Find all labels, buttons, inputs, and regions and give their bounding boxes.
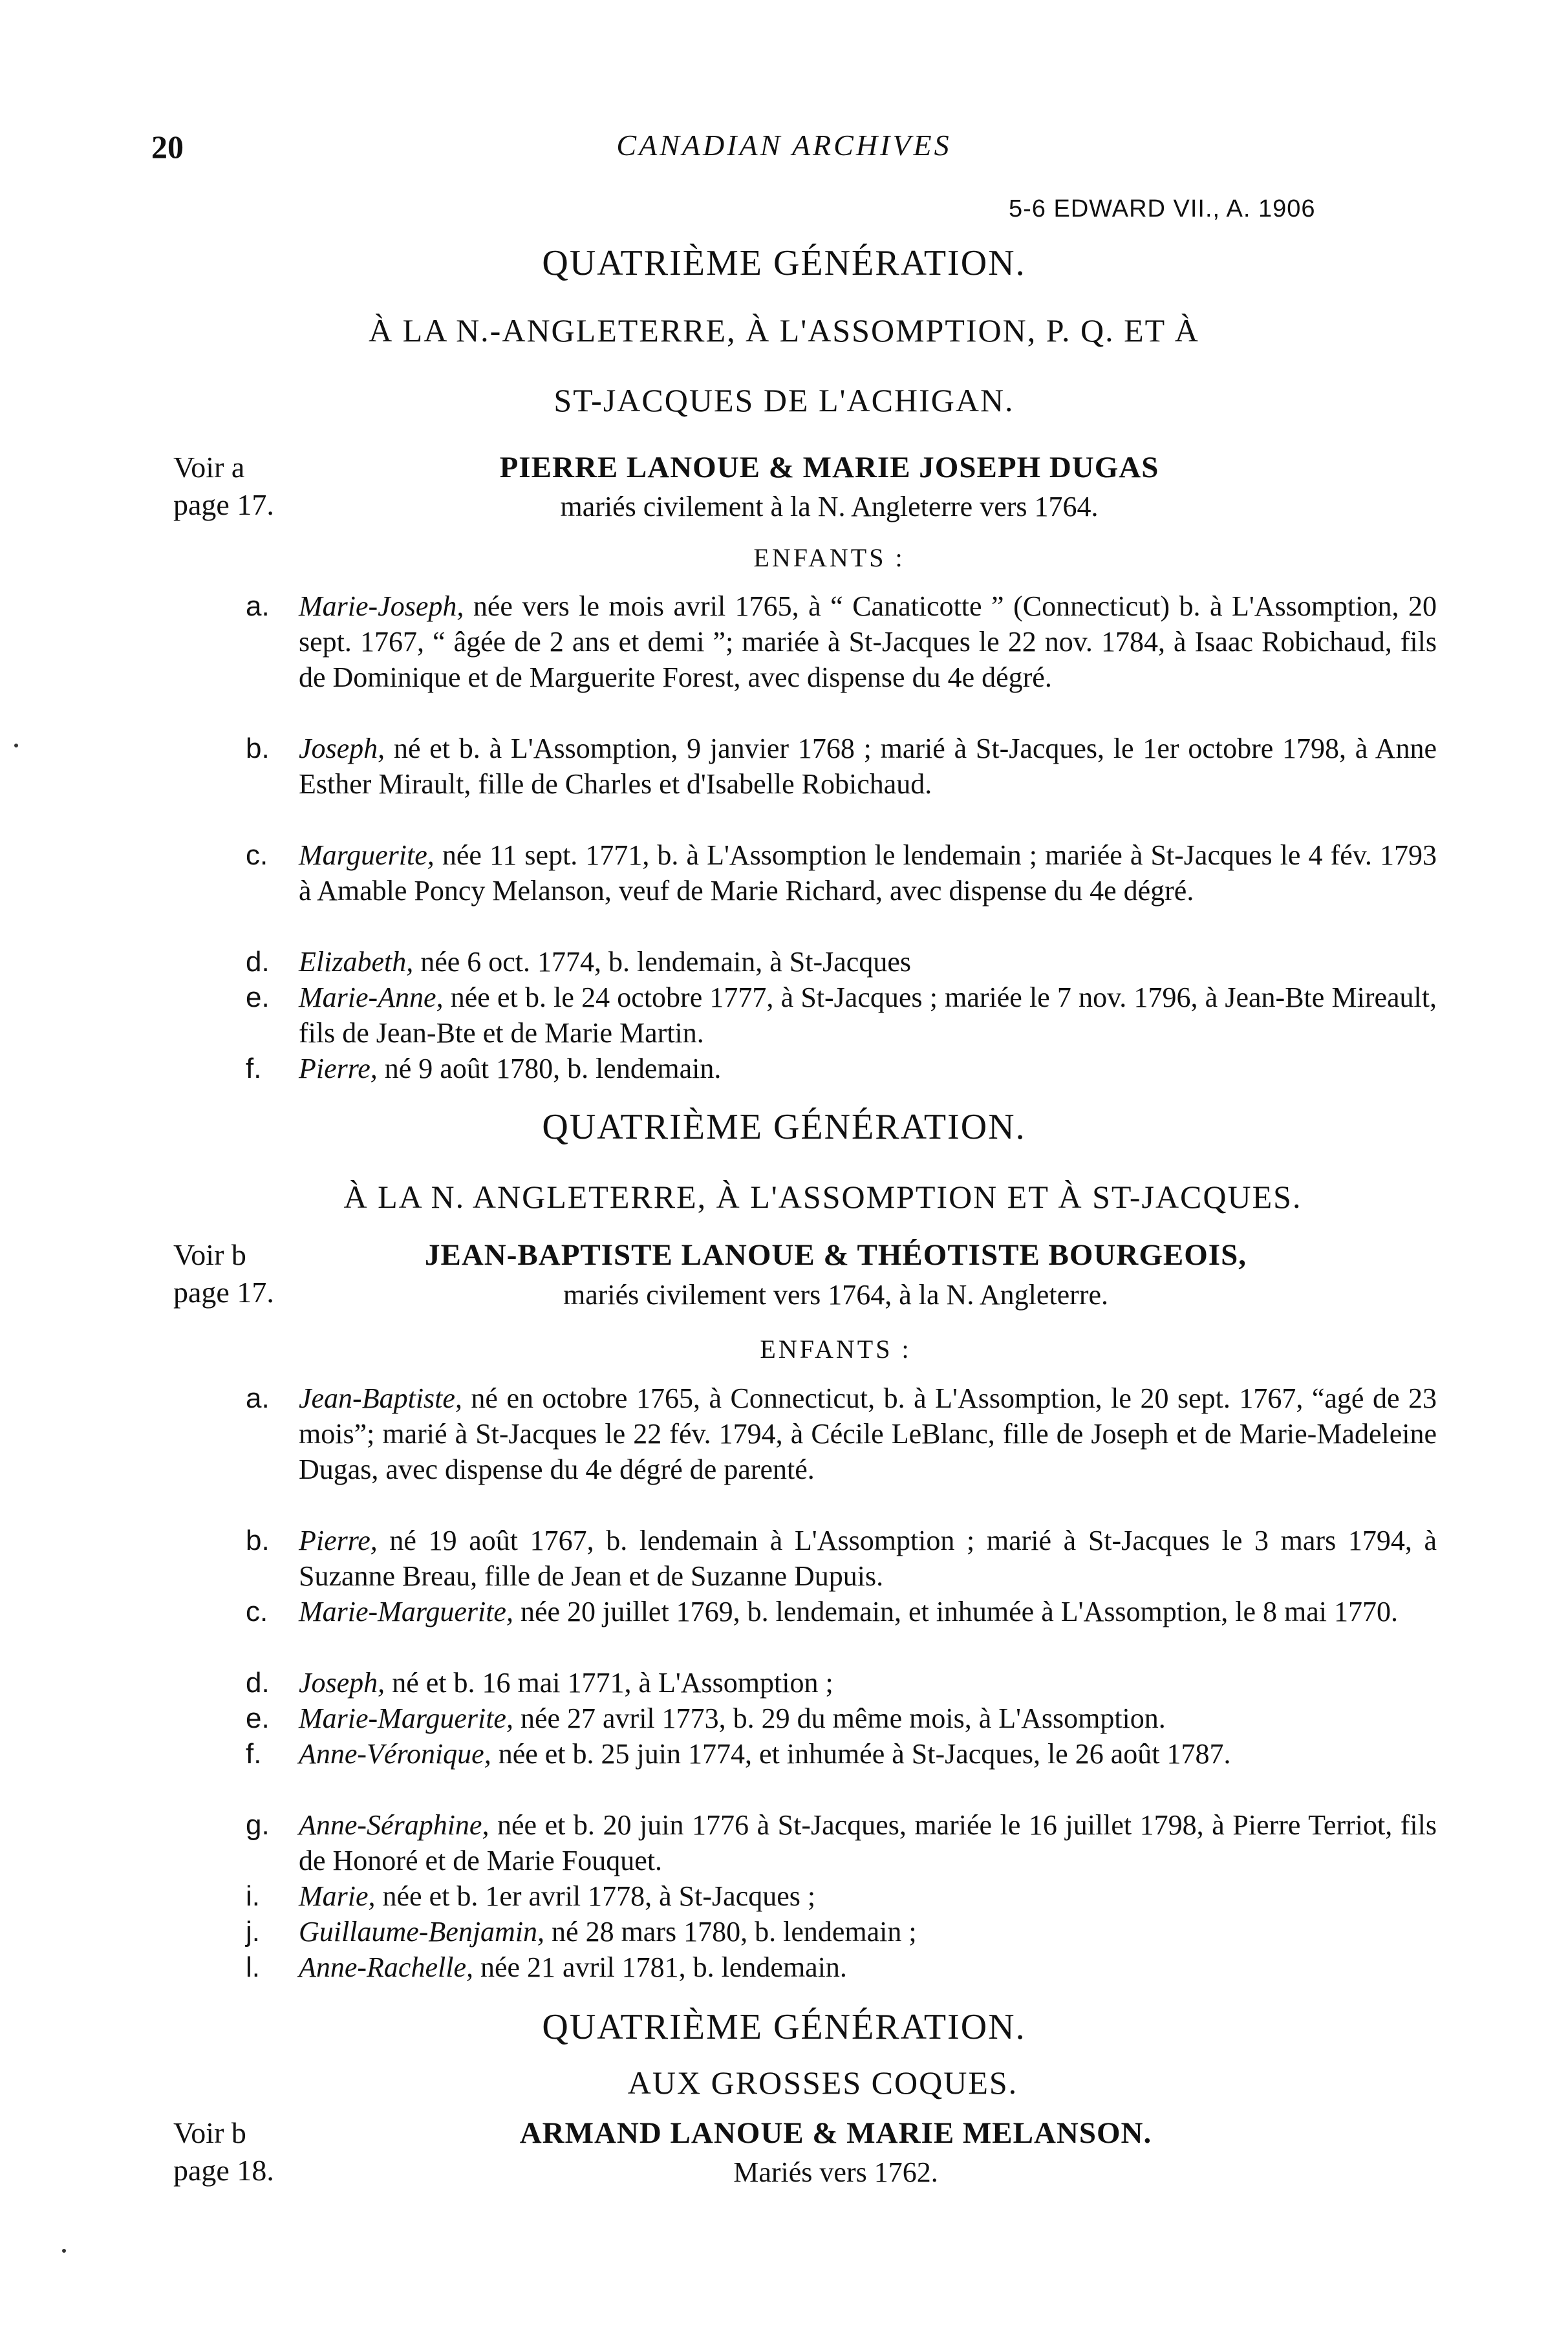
child-details: né 9 août 1780, b. lendemain. <box>377 1053 722 1084</box>
entry-text <box>299 1807 1437 1878</box>
entry-text <box>299 588 1437 695</box>
child-name: Anne-Véronique, <box>299 1738 491 1770</box>
entry-text <box>299 1736 1437 1772</box>
entry-text <box>299 1051 1437 1086</box>
entry-letter: c. <box>246 1596 268 1627</box>
entry-text <box>299 1594 1437 1629</box>
entry-letter: f. <box>246 1738 262 1770</box>
child-name: Pierre, <box>299 1525 378 1556</box>
entry-letter: d. <box>246 1667 270 1699</box>
place-line: À LA N. ANGLETERRE, À L'ASSOMPTION ET À ST-JACQUES. <box>343 1179 1302 1215</box>
entry-letter: l. <box>246 1951 260 1983</box>
child-name: Elizabeth, <box>299 946 414 978</box>
voir-label: Voir b <box>173 1238 246 1271</box>
entry-letter: b. <box>246 733 270 764</box>
children-heading: ENFANTS : <box>753 543 905 572</box>
entry-letter: c. <box>246 839 268 871</box>
child-name: Marguerite, <box>299 839 435 871</box>
entry-letter: a. <box>246 1382 270 1414</box>
scan-speck <box>62 2249 66 2253</box>
child-details: né 28 mars 1780, b. lendemain ; <box>544 1916 917 1948</box>
entry-letter: i. <box>246 1880 260 1912</box>
entry-text <box>299 1665 1437 1701</box>
child-name: Anne-Rachelle, <box>299 1951 473 1983</box>
generation-heading: QUATRIÈME GÉNÉRATION. <box>542 243 1026 283</box>
entry-text <box>299 980 1437 1051</box>
couple-heading: PIERRE LANOUE & MARIE JOSEPH DUGAS <box>499 451 1159 484</box>
child-details: née 21 avril 1781, b. lendemain. <box>473 1951 847 1983</box>
entry-text <box>299 1949 1437 1985</box>
child-details: née 11 sept. 1771, b. à L'Assomption le lendemain ; mariée à St-Jacques le 4 fév. 1793 à Amable Poncy Melanson, veuf de Marie Richard, avec dispense du 4e dégré. <box>299 839 1437 907</box>
voir-page: page 17. <box>173 488 274 521</box>
child-name: Guillaume-Benjamin, <box>299 1916 545 1948</box>
child-details: née et b. 20 juin 1776 à St-Jacques, mariée le 16 juillet 1798, à Pierre Terriot, fils de Honoré et de Marie Fouquet. <box>299 1809 1437 1876</box>
entry-text <box>299 1878 1437 1914</box>
children-heading: ENFANTS : <box>760 1335 912 1364</box>
entry-letter: d. <box>246 946 270 978</box>
child-name: Marie-Anne, <box>299 982 444 1013</box>
child-name: Marie-Marguerite, <box>299 1702 513 1734</box>
child-details: née vers le mois avril 1765, à “ Canaticotte ” (Connecticut) b. à L'Assomption, 20 sept. 1767, “ âgée de 2 ans et demi ”; mariée à St-Jacques le 22 nov. 1784, à Isaac Robichaud, fils de Dominique et de Marguerite Forest, avec dispense du 4e dégré. <box>299 590 1437 693</box>
entry-text <box>299 731 1437 802</box>
page-number: 20 <box>151 129 184 165</box>
entry-text <box>299 1380 1437 1487</box>
child-details: née 20 juillet 1769, b. lendemain, et inhumée à L'Assomption, le 8 mai 1770. <box>513 1596 1398 1627</box>
child-details: née et b. le 24 octobre 1777, à St-Jacques ; mariée le 7 nov. 1796, à Jean-Bte Mireault, fils de Jean-Bte et de Marie Martin. <box>299 982 1437 1049</box>
running-head: CANADIAN ARCHIVES <box>616 129 952 162</box>
entry-text <box>299 944 1437 980</box>
voir-page: page 17. <box>173 1276 274 1309</box>
child-name: Joseph, <box>299 1667 385 1699</box>
place-line: AUX GROSSES COQUES. <box>627 2065 1018 2101</box>
entry-letter: g. <box>246 1809 270 1841</box>
generation-heading: QUATRIÈME GÉNÉRATION. <box>542 1107 1026 1147</box>
generation-heading: QUATRIÈME GÉNÉRATION. <box>542 2007 1026 2047</box>
child-details: née et b. 25 juin 1774, et inhumée à St-Jacques, le 26 août 1787. <box>491 1738 1231 1770</box>
marriage-note: Mariés vers 1762. <box>733 2156 938 2188</box>
voir-label: Voir b <box>173 2116 246 2149</box>
entry-letter: a. <box>246 590 270 622</box>
child-details: née et b. 1er avril 1778, à St-Jacques ; <box>375 1880 816 1912</box>
child-details: née 27 avril 1773, b. 29 du même mois, à L'Assomption. <box>513 1702 1166 1734</box>
entry-letter: e. <box>246 1702 270 1734</box>
entry-text <box>299 837 1437 908</box>
child-details: né 19 août 1767, b. lendemain à L'Assomption ; marié à St-Jacques le 3 mars 1794, à Suzanne Breau, fille de Jean et de Suzanne Dupuis. <box>299 1525 1437 1592</box>
child-details: né et b. à L'Assomption, 9 janvier 1768 ; marié à St-Jacques, le 1er octobre 1798, à Anne Esther Mirault, fille de Charles et d'Isabelle Robichaud. <box>299 733 1437 800</box>
entry-letter: j. <box>246 1916 260 1948</box>
voir-page: page 18. <box>173 2154 274 2187</box>
entry-letter: b. <box>246 1525 270 1556</box>
child-name: Pierre, <box>299 1053 378 1084</box>
edition-line: 5-6 EDWARD VII., A. 1906 <box>1009 195 1316 222</box>
marriage-note: mariés civilement vers 1764, à la N. Angleterre. <box>563 1279 1109 1311</box>
child-name: Anne-Séraphine, <box>299 1809 489 1841</box>
entry-text <box>299 1914 1437 1949</box>
scan-speck <box>14 744 18 747</box>
entry-letter: f. <box>246 1053 262 1084</box>
child-details: né et b. 16 mai 1771, à L'Assomption ; <box>385 1667 833 1699</box>
voir-label: Voir a <box>173 451 245 484</box>
marriage-note: mariés civilement à la N. Angleterre vers 1764. <box>560 491 1099 522</box>
couple-heading: JEAN-BAPTISTE LANOUE & THÉOTISTE BOURGEOIS, <box>425 1238 1247 1272</box>
child-name: Marie-Marguerite, <box>299 1596 513 1627</box>
entry-letter: e. <box>246 982 270 1013</box>
child-name: Joseph, <box>299 733 385 764</box>
entry-text <box>299 1701 1437 1736</box>
child-name: Marie, <box>299 1880 376 1912</box>
child-name: Marie-Joseph, <box>299 590 464 622</box>
place-line: À LA N.-ANGLETERRE, À L'ASSOMPTION, P. Q. ET À <box>369 312 1199 349</box>
child-name: Jean-Baptiste, <box>299 1382 462 1414</box>
child-details: née 6 oct. 1774, b. lendemain, à St-Jacques <box>413 946 911 978</box>
entry-text <box>299 1523 1437 1594</box>
place-line: ST-JACQUES DE L'ACHIGAN. <box>553 382 1015 418</box>
child-details: né en octobre 1765, à Connecticut, b. à L'Assomption, le 20 sept. 1767, “agé de 23 mois”; marié à St-Jacques le 22 fév. 1794, à Cécile LeBlanc, fille de Joseph et de Marie-Madeleine Dugas, avec dispense du 4e dégré de parenté. <box>299 1382 1437 1485</box>
couple-heading: ARMAND LANOUE & MARIE MELANSON. <box>519 2116 1152 2150</box>
